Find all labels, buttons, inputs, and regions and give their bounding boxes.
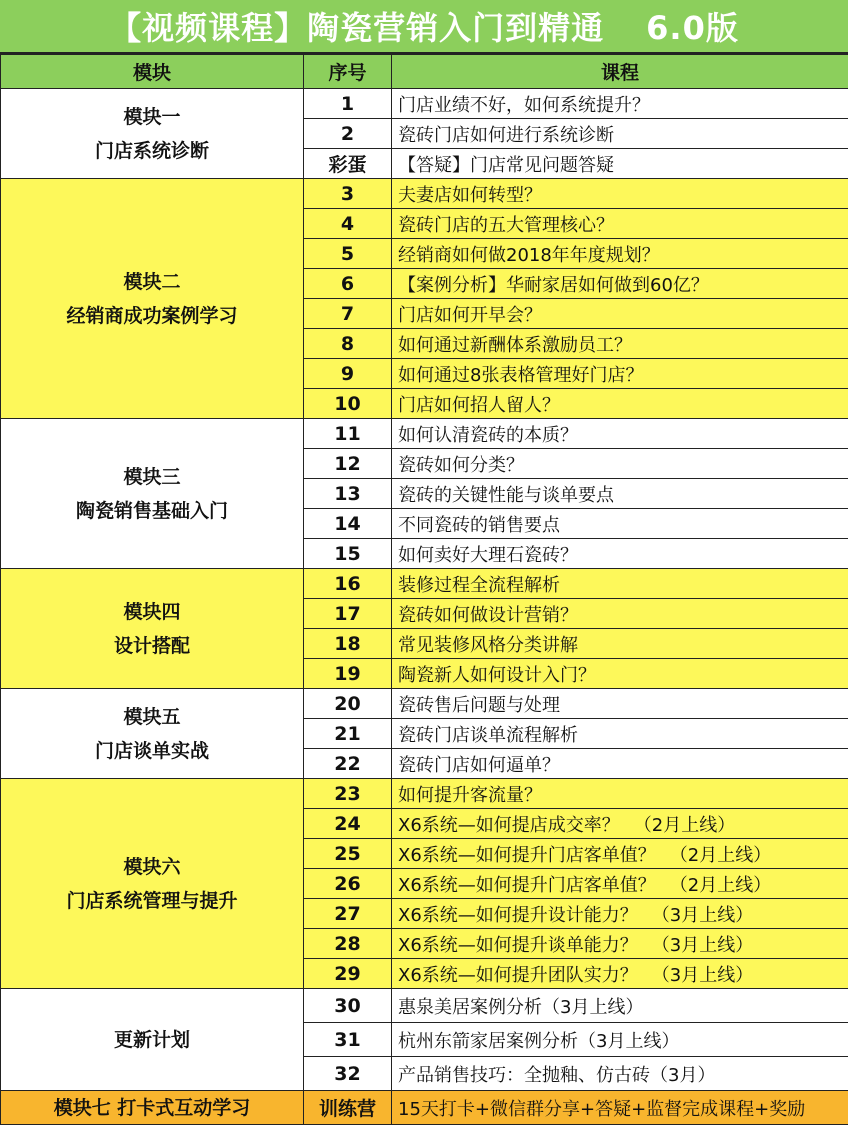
row-course: 装修过程全流程解析 xyxy=(392,569,848,599)
title-version: 6.0版 xyxy=(646,9,739,47)
row-num: 5 xyxy=(304,239,392,269)
row-num: 11 xyxy=(304,419,392,449)
row-course: 杭州东箭家居案例分析（3月上线） xyxy=(392,1023,848,1057)
module-name: 模块一 xyxy=(123,105,181,128)
module-sub: 陶瓷销售基础入门 xyxy=(75,499,228,522)
row-course: 如何通过8张表格管理好门店？ xyxy=(392,359,848,389)
table-row xyxy=(1,779,848,809)
module-cell-6 xyxy=(1,779,304,989)
module-name: 模块二 xyxy=(123,270,181,293)
row-num: 29 xyxy=(304,959,392,989)
table-row xyxy=(1,419,848,449)
footer-module: 模块七 打卡式互动学习 xyxy=(1,1091,304,1125)
module-name: 模块三 xyxy=(123,465,181,488)
row-num: 9 xyxy=(304,359,392,389)
row-course: X6系统—如何提升门店客单值？ （2月上线） xyxy=(392,839,848,869)
module-cell-update xyxy=(1,989,304,1091)
row-course: 产品销售技巧：全抛釉、仿古砖（3月） xyxy=(392,1057,848,1091)
row-course: 瓷砖门店如何逼单？ xyxy=(392,749,848,779)
row-course: 瓷砖售后问题与处理 xyxy=(392,689,848,719)
row-course: 陶瓷新人如何设计入门？ xyxy=(392,659,848,689)
row-num: 25 xyxy=(304,839,392,869)
row-course: 门店如何开早会？ xyxy=(392,299,848,329)
launch-tag: （2月上线） xyxy=(669,874,772,896)
row-num: 18 xyxy=(304,629,392,659)
footer-row xyxy=(1,1091,848,1125)
row-num: 21 xyxy=(304,719,392,749)
row-num: 彩蛋 xyxy=(304,149,392,179)
row-course: X6系统—如何提升团队实力？ （3月上线） xyxy=(392,959,848,989)
row-num: 24 xyxy=(304,809,392,839)
row-course: 瓷砖门店如何进行系统诊断 xyxy=(392,119,848,149)
row-course: 瓷砖如何做设计营销？ xyxy=(392,599,848,629)
module-cell-4 xyxy=(1,569,304,689)
module-sub: 设计搭配 xyxy=(113,634,190,657)
row-course: 【答疑】门店常见问题答疑 xyxy=(392,149,848,179)
table-row xyxy=(1,569,848,599)
row-course: X6系统—如何提升门店客单值？ （2月上线） xyxy=(392,869,848,899)
row-num: 4 xyxy=(304,209,392,239)
row-num: 1 xyxy=(304,89,392,119)
table-row xyxy=(1,179,848,209)
row-num: 19 xyxy=(304,659,392,689)
row-num: 31 xyxy=(304,1023,392,1057)
module-name: 模块五 xyxy=(123,705,181,728)
row-course: 瓷砖门店谈单流程解析 xyxy=(392,719,848,749)
row-num: 17 xyxy=(304,599,392,629)
row-num: 13 xyxy=(304,479,392,509)
module-sub: 门店系统诊断 xyxy=(94,139,209,162)
module-name: 模块六 xyxy=(123,855,181,878)
row-num: 26 xyxy=(304,869,392,899)
row-num: 10 xyxy=(304,389,392,419)
row-num: 14 xyxy=(304,509,392,539)
row-course: 瓷砖门店的五大管理核心？ xyxy=(392,209,848,239)
row-course: 瓷砖如何分类？ xyxy=(392,449,848,479)
row-course: X6系统—如何提店成交率？ （2月上线） xyxy=(392,809,848,839)
row-num: 16 xyxy=(304,569,392,599)
row-course: 惠泉美居案例分析（3月上线） xyxy=(392,989,848,1023)
module-sub: 门店谈单实战 xyxy=(94,739,209,762)
module-cell-5 xyxy=(1,689,304,779)
header-seq: 序号 xyxy=(304,55,392,89)
launch-tag: （2月上线） xyxy=(669,844,772,866)
row-num: 22 xyxy=(304,749,392,779)
launch-tag: （3月上线） xyxy=(651,904,754,926)
footer-num: 训练营 xyxy=(304,1091,392,1125)
header-module: 模块 xyxy=(1,55,304,89)
launch-tag: （3月上线） xyxy=(651,964,754,986)
module-name: 更新计划 xyxy=(113,1028,190,1051)
row-course: 如何认清瓷砖的本质？ xyxy=(392,419,848,449)
launch-tag: （3月上线） xyxy=(651,934,754,956)
row-num: 27 xyxy=(304,899,392,929)
row-num: 2 xyxy=(304,119,392,149)
module-sub: 门店系统管理与提升 xyxy=(66,889,238,912)
row-num: 12 xyxy=(304,449,392,479)
row-num: 6 xyxy=(304,269,392,299)
row-num: 23 xyxy=(304,779,392,809)
header-course: 课程 xyxy=(392,55,848,89)
row-course: X6系统—如何提升谈单能力？ （3月上线） xyxy=(392,929,848,959)
row-course: 如何卖好大理石瓷砖？ xyxy=(392,539,848,569)
footer-course: 15天打卡+微信群分享+答疑+监督完成课程+奖励 xyxy=(392,1091,848,1125)
row-num: 32 xyxy=(304,1057,392,1091)
table-row xyxy=(1,689,848,719)
row-course: 瓷砖的关键性能与谈单要点 xyxy=(392,479,848,509)
row-course: X6系统—如何提升设计能力？ （3月上线） xyxy=(392,899,848,929)
module-cell-2 xyxy=(1,179,304,419)
page-title xyxy=(0,0,848,54)
table-row xyxy=(1,89,848,119)
table-row xyxy=(1,989,848,1023)
row-course: 门店如何招人留人？ xyxy=(392,389,848,419)
row-course: 常见装修风格分类讲解 xyxy=(392,629,848,659)
row-num: 15 xyxy=(304,539,392,569)
launch-tag: （2月上线） xyxy=(633,814,736,836)
module-cell-1 xyxy=(1,89,304,179)
row-course: 【案例分析】华耐家居如何做到60亿？ xyxy=(392,269,848,299)
row-course: 经销商如何做2018年年度规划？ xyxy=(392,239,848,269)
row-course: 如何通过新酬体系激励员工？ xyxy=(392,329,848,359)
row-num: 28 xyxy=(304,929,392,959)
module-sub: 经销商成功案例学习 xyxy=(66,304,238,327)
course-table xyxy=(0,54,848,1125)
row-num: 7 xyxy=(304,299,392,329)
row-course: 如何提升客流量？ xyxy=(392,779,848,809)
row-num: 20 xyxy=(304,689,392,719)
row-num: 8 xyxy=(304,329,392,359)
row-course: 夫妻店如何转型？ xyxy=(392,179,848,209)
row-course: 门店业绩不好，如何系统提升？ xyxy=(392,89,848,119)
row-course: 不同瓷砖的销售要点 xyxy=(392,509,848,539)
module-name: 模块四 xyxy=(123,600,181,623)
module-cell-3 xyxy=(1,419,304,569)
row-num: 3 xyxy=(304,179,392,209)
title-main: 【视频课程】陶瓷营销入门到精通 xyxy=(109,9,605,47)
row-num: 30 xyxy=(304,989,392,1023)
